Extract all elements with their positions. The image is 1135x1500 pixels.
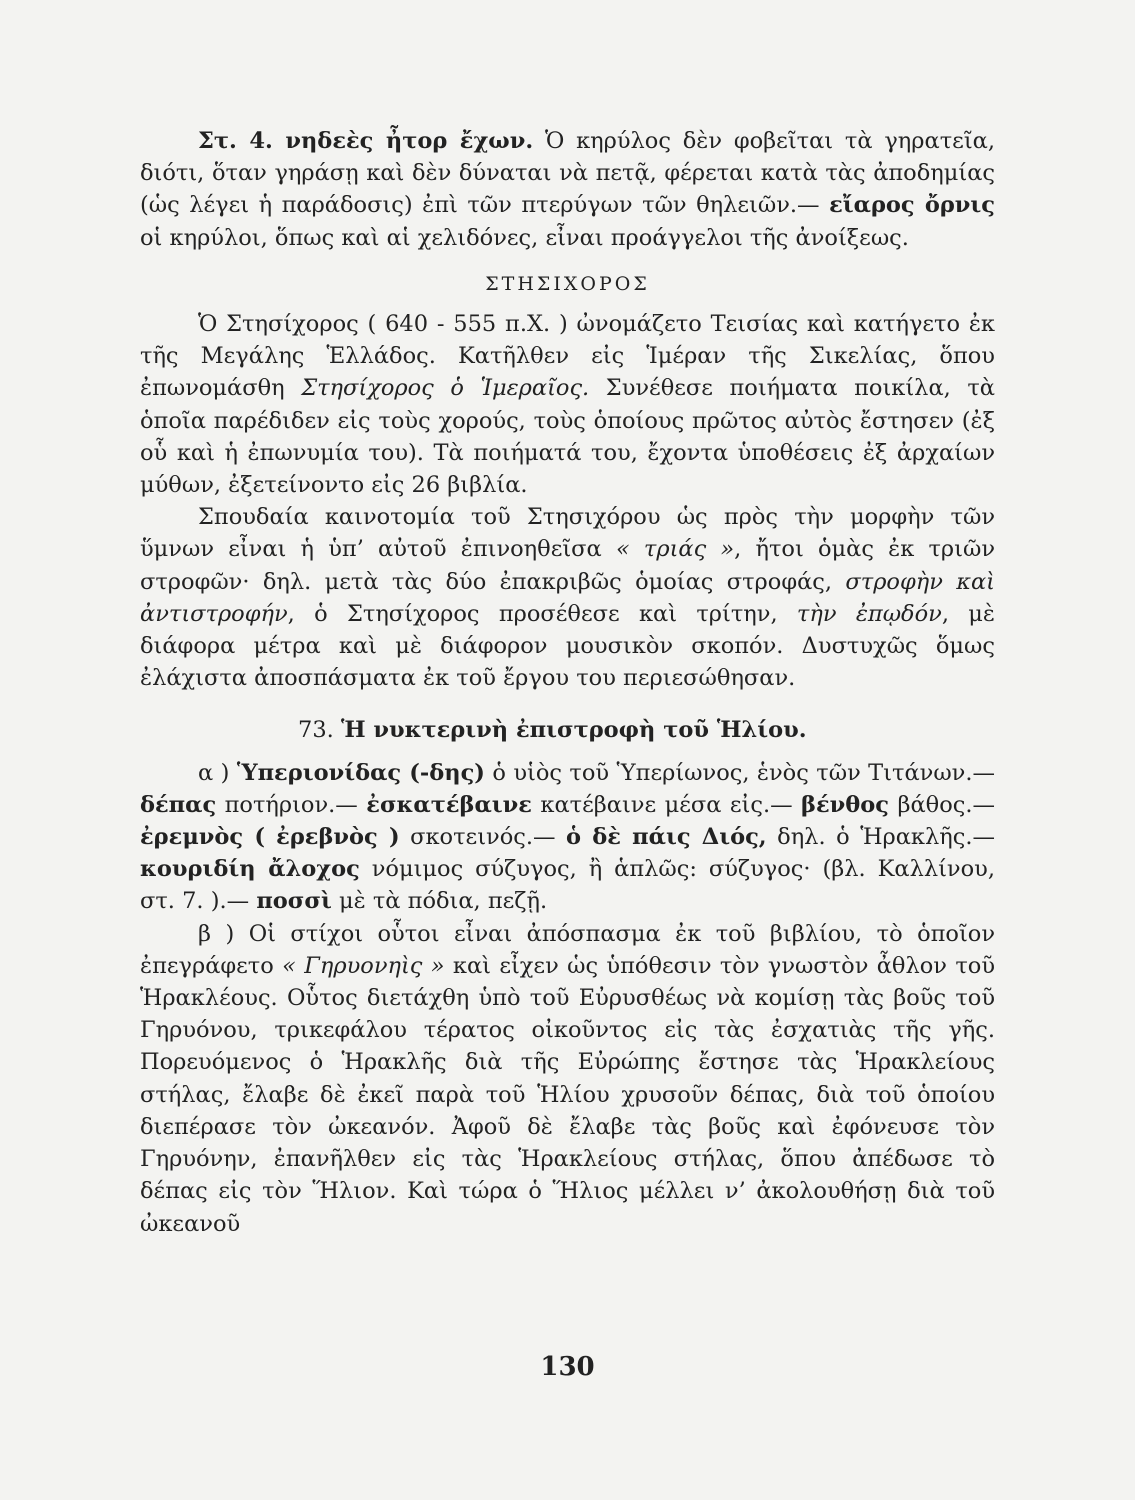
heading-73 [298, 714, 995, 746]
bold-term: ὁ δὲ πάις Διός, [566, 824, 767, 851]
italic-term: « Γηρυονηὶς » [282, 952, 445, 979]
bold-term: βένθος [801, 791, 889, 818]
italic-term: « τριάς » [615, 536, 735, 563]
italic-term: Στησίχορος ὁ Ἱμεραῖος. [301, 375, 590, 402]
paragraph-innovation: Σπουδαία καινοτομία τοῦ Στησιχόρου ὡς πρὸς τὴν μορφὴν τῶν ὕμνων εἶναι ἡ ὑπ’ αὐτοῦ ἐπινοηθεῖσα « τριάς », ἤτοι ὁμὰς ἐκ τριῶν στροφῶν· δηλ. μετὰ τὰς δύο ἐπακριβῶς ὁμοίας στροφάς, στροφὴν καὶ ἀντιστροφήν, ὁ Στησίχορος προσέθεσε καὶ τρίτην, τὴν ἐπῳδόν, μὲ διάφορα μέτρα καὶ μὲ διάφορον μουσικὸν σκοπόν. Δυστυχῶς ὅμως ἐλάχιστα ἀποσπάσματα ἐκ τοῦ ἔργου του περιεσώθησαν. [140, 504, 995, 692]
bold-term: κουριδίη ἄλοχος [140, 856, 360, 883]
bold-term: δέπας [140, 791, 217, 818]
italic-term: τὴν ἐπῳδόν [796, 600, 942, 627]
bold-term: ποσσὶ [256, 888, 332, 915]
paragraph-a-glossary: α ) Ὑπεριονίδας (-δης) ὁ υἱὸς τοῦ Ὑπερίωνος, ἑνὸς τῶν Τιτάνων.— δέπας ποτήριον.— ἐσκατέβαινε κατέβαινε μέσα εἰς.— βένθος βάθος.— ἐρεμνὸς ( ἐρεβνὸς ) σκοτεινός.— ὁ δὲ πάις Διός, δηλ. ὁ Ἡρακλῆς.— κουριδίη ἄλοχος νόμιμος σύζυγος, ἢ ἁπλῶς: σύζυγος· (βλ. Καλλίνου, στ. 7. ).— ποσσὶ μὲ τὰ πόδια, πεζῇ. [140, 759, 996, 915]
paragraph-verse-note: Στ. 4. νηδεὲς ἦτορ ἔχων. Ὁ κηρύλος δὲν φοβεῖται τὰ γηρατεῖα, διότι, ὅταν γηράσῃ καὶ δὲν δύναται νὰ πετᾷ, φέρεται κατὰ τὰς ἀποδημίας (ὡς λέγει ἡ παράδοσις) ἐπὶ τῶν πτερύγων τῶν θηλειῶν.— εἴαρος ὄρνις οἱ κηρύλοι, ὅπως καὶ αἱ χελιδόνες, εἶναι προάγγελοι τῆς ἀνοίξεως. [140, 128, 995, 251]
page-text [140, 125, 995, 1240]
bold-term: Ὑπεριονίδας (-δης) [236, 759, 485, 786]
bold-term: εἴαρος ὄρνις [829, 192, 995, 219]
paragraph-b-myth: β ) Οἱ στίχοι οὗτοι εἶναι ἀπόσπασμα ἐκ τοῦ βιβλίου, τὸ ὁποῖον ἐπεγράφετο « Γηρυονηὶς » καὶ εἶχεν ὡς ὑπόθεσιν τὸν γνωστὸν ἆθλον τοῦ Ἡρακλέους. Οὗτος διετάχθη ὑπὸ τοῦ Εὐρυσθέως νὰ κομίσῃ τὰς βοῦς τοῦ Γηρυόνου, τρικεφάλου τέρατος οἰκοῦντος εἰς τὰς ἐσχατιὰς τῆς γῆς. Πορευόμενος ὁ Ἡρακλῆς διὰ τῆς Εὐρώπης ἔστησε τὰς Ἡρακλείους στήλας, ἔλαβε δὲ ἐκεῖ παρὰ τοῦ Ἡλίου χρυσοῦν δέπας, διὰ τοῦ ὁποίου διεπέρασε τὸν ὠκεανόν. Ἀφοῦ δὲ ἔλαβε τὰς βοῦς καὶ ἐφόνευσε τὸν Γηρυόνην, ἐπανῆλθεν εἰς τὰς Ἡρακλείους στήλας, ὅπου ἀπέδωσε τὸ δέπας εἰς τὸν Ἥλιον. Καὶ τώρα ὁ Ἥλιος μέλλει ν’ ἀκολουθήσῃ διὰ τοῦ ὠκεανοῦ [140, 920, 995, 1237]
section-title: ΣΤΗΣΙΧΟΡΟΣ [485, 272, 650, 295]
verse-reference: Στ. 4. νηδεὲς ἦτορ ἔχων. [198, 128, 534, 154]
italic-term: στροφὴν καὶ ἀντιστροφήν [140, 568, 995, 627]
page-number: 130 [540, 1352, 595, 1382]
heading-title: Ἡ νυκτερινὴ ἐπιστροφὴ τοῦ Ἡλίου. [340, 717, 807, 744]
paragraph-biography: Ὁ Στησίχορος ( 640 - 555 π.Χ. ) ὠνομάζετο Τεισίας καὶ κατήγετο ἐκ τῆς Μεγάλης Ἑλλάδος. Κατῆλθεν εἰς Ἱμέραν τῆς Σικελίας, ὅπου ἐπωνομάσθη Στησίχορος ὁ Ἱμεραῖος. Συνέθεσε ποιήματα ποικίλα, τὰ ὁποῖα παρέδιδεν εἰς τοὺς χορούς, τοὺς ὁποίους πρῶτος αὐτὸς ἔστησεν (ἐξ οὗ καὶ ἡ ἐπωνυμία του). Τὰ ποιήματά του, ἔχοντα ὑποθέσεις ἐξ ἀρχαίων μύθων, ἐξετείνοντο εἰς 26 βιβλία. [140, 311, 995, 499]
bold-term: ἐσκατέβαινε [366, 791, 532, 818]
heading-number: 73. [298, 717, 341, 744]
bold-term: ἐρεμνὸς ( ἐρεβνὸς ) [140, 824, 400, 851]
